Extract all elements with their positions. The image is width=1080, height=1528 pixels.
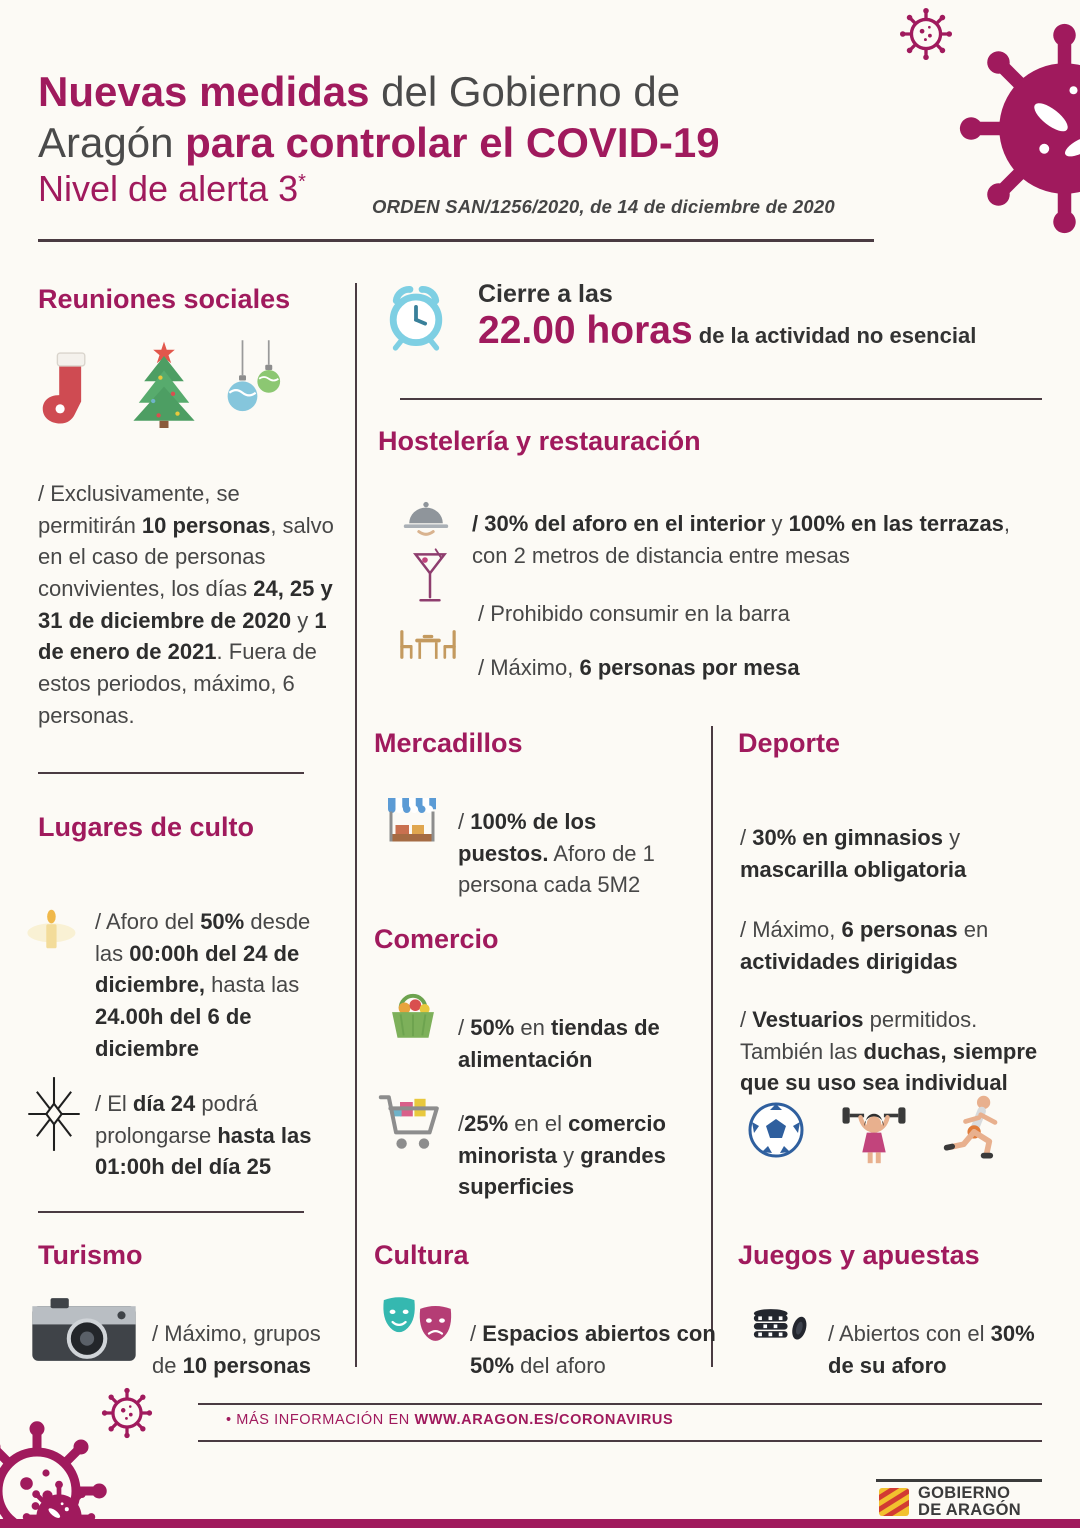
closure-divider	[400, 398, 1042, 400]
alert-level: Nivel de alerta 3*	[38, 168, 306, 209]
section-title-juegos: Juegos y apuestas	[738, 1240, 980, 1270]
gobierno-aragon-logo	[918, 1485, 1021, 1520]
column-divider-left	[355, 283, 357, 1367]
deporte-text-1: / 30% en gimnasios y mascarilla obligatoria	[740, 825, 967, 882]
table-chairs-icon	[396, 622, 460, 668]
theater-masks-icon	[378, 1292, 458, 1352]
runner-icon	[938, 1092, 1014, 1168]
cultura-text: / Espacios abiertos con 50% del aforo	[470, 1321, 716, 1378]
hosteleria-text-2: / Prohibido consumir en la barra	[478, 601, 790, 626]
shopping-cart-icon	[376, 1082, 448, 1162]
left-divider-2	[38, 1211, 304, 1213]
cocktail-icon	[408, 545, 452, 609]
reuniones-text: / Exclusivamente, se permitirán 10 personas, salvo en el caso de personas convivientes, los días 24, 25 y 31 de diciembre de 2020 y 1 de enero de 2021. Fuera de estos periodos, máximo, 6 personas.	[38, 481, 334, 728]
section-title-deporte: Deporte	[738, 728, 841, 758]
culto-text-1: / Aforo del 50% desde las 00:00h del 24 de diciembre, hasta las 24.00h del 6 de diciembre	[95, 909, 311, 1061]
serving-dish-icon	[396, 488, 456, 538]
logo-rule	[876, 1479, 1042, 1482]
market-stall-icon	[382, 790, 442, 854]
weightlifter-icon	[838, 1090, 910, 1168]
closure-banner	[478, 280, 1048, 353]
logo-line-2: DE ARAGÓN	[918, 1501, 1021, 1520]
candle-icon	[22, 902, 86, 962]
page-title	[38, 66, 898, 168]
deporte-text-2: / Máximo, 6 personas en actividades dirigidas	[740, 917, 989, 974]
mercadillos-text: / 100% de los puestos. Aforo de 1 persona cada 5M2	[458, 809, 655, 898]
closure-time: 22.00 horas	[478, 309, 693, 352]
footer-info-text: • MÁS INFORMACIÓN EN WWW.ARAGON.ES/CORONAVIRUS	[226, 1412, 674, 1428]
comercio-text-1: / 50% en tiendas de alimentación	[458, 1015, 660, 1072]
section-title-mercadillos: Mercadillos	[374, 728, 523, 758]
culto-text-2: / El día 24 podrá prolongarse hasta las 01:00h del día 25	[95, 1091, 312, 1180]
footer-rule-bottom	[198, 1440, 1042, 1442]
stocking-icon	[40, 342, 104, 430]
section-title-comercio: Comercio	[374, 924, 499, 954]
order-reference: ORDEN SAN/1256/2020, de 14 de diciembre de 2020	[372, 196, 835, 217]
alarm-clock-icon	[378, 278, 454, 354]
logo-line-1: GOBIERNO	[918, 1484, 1011, 1502]
hosteleria-text-3: / Máximo, 6 personas por mesa	[478, 655, 800, 680]
closure-intro: Cierre a las	[478, 280, 613, 308]
section-title-reuniones: Reuniones sociales	[38, 284, 291, 314]
hosteleria-text-1: / 30% del aforo en el interior y 100% en las terrazas, con 2 metros de distancia entre mesas	[472, 511, 1011, 568]
ornaments-icon	[218, 336, 288, 432]
soccer-ball-icon	[746, 1100, 806, 1160]
bottom-accent-bar	[0, 1519, 1080, 1528]
title-line-2: Aragón para controlar el COVID-19	[38, 119, 720, 167]
comercio-text-2: /25% en el comercio minorista y grandes superficies	[458, 1111, 666, 1200]
deporte-text-3: / Vestuarios permitidos. También las duchas, siempre que su uso sea individual	[740, 1007, 1038, 1096]
christmas-tree-icon	[128, 334, 200, 432]
closure-tail: de la actividad no esencial	[692, 323, 977, 348]
turismo-text: / Máximo, grupos de 10 personas	[152, 1321, 321, 1378]
column-divider-right	[711, 726, 713, 1367]
title-line-1: Nuevas medidas del Gobierno de	[38, 68, 681, 116]
footer-rule-top	[198, 1403, 1042, 1405]
alert-asterisk: *	[298, 171, 306, 193]
virus-icon	[952, 16, 1080, 241]
header-rule	[38, 239, 874, 242]
section-title-turismo: Turismo	[38, 1240, 143, 1270]
left-divider-1	[38, 772, 304, 774]
closure-time-line	[478, 309, 1048, 353]
aragon-shield-icon	[878, 1487, 910, 1517]
camera-icon	[28, 1292, 140, 1368]
virus-icon	[898, 6, 954, 62]
food-basket-icon	[382, 985, 444, 1047]
section-title-cultura: Cultura	[374, 1240, 469, 1270]
section-title-culto: Lugares de culto	[38, 812, 255, 842]
juegos-text: / Abiertos con el 30% de su aforo	[828, 1321, 1035, 1378]
poker-chips-icon	[748, 1294, 814, 1352]
section-title-hosteleria: Hostelería y restauración	[378, 426, 701, 456]
star-icon	[24, 1068, 84, 1160]
